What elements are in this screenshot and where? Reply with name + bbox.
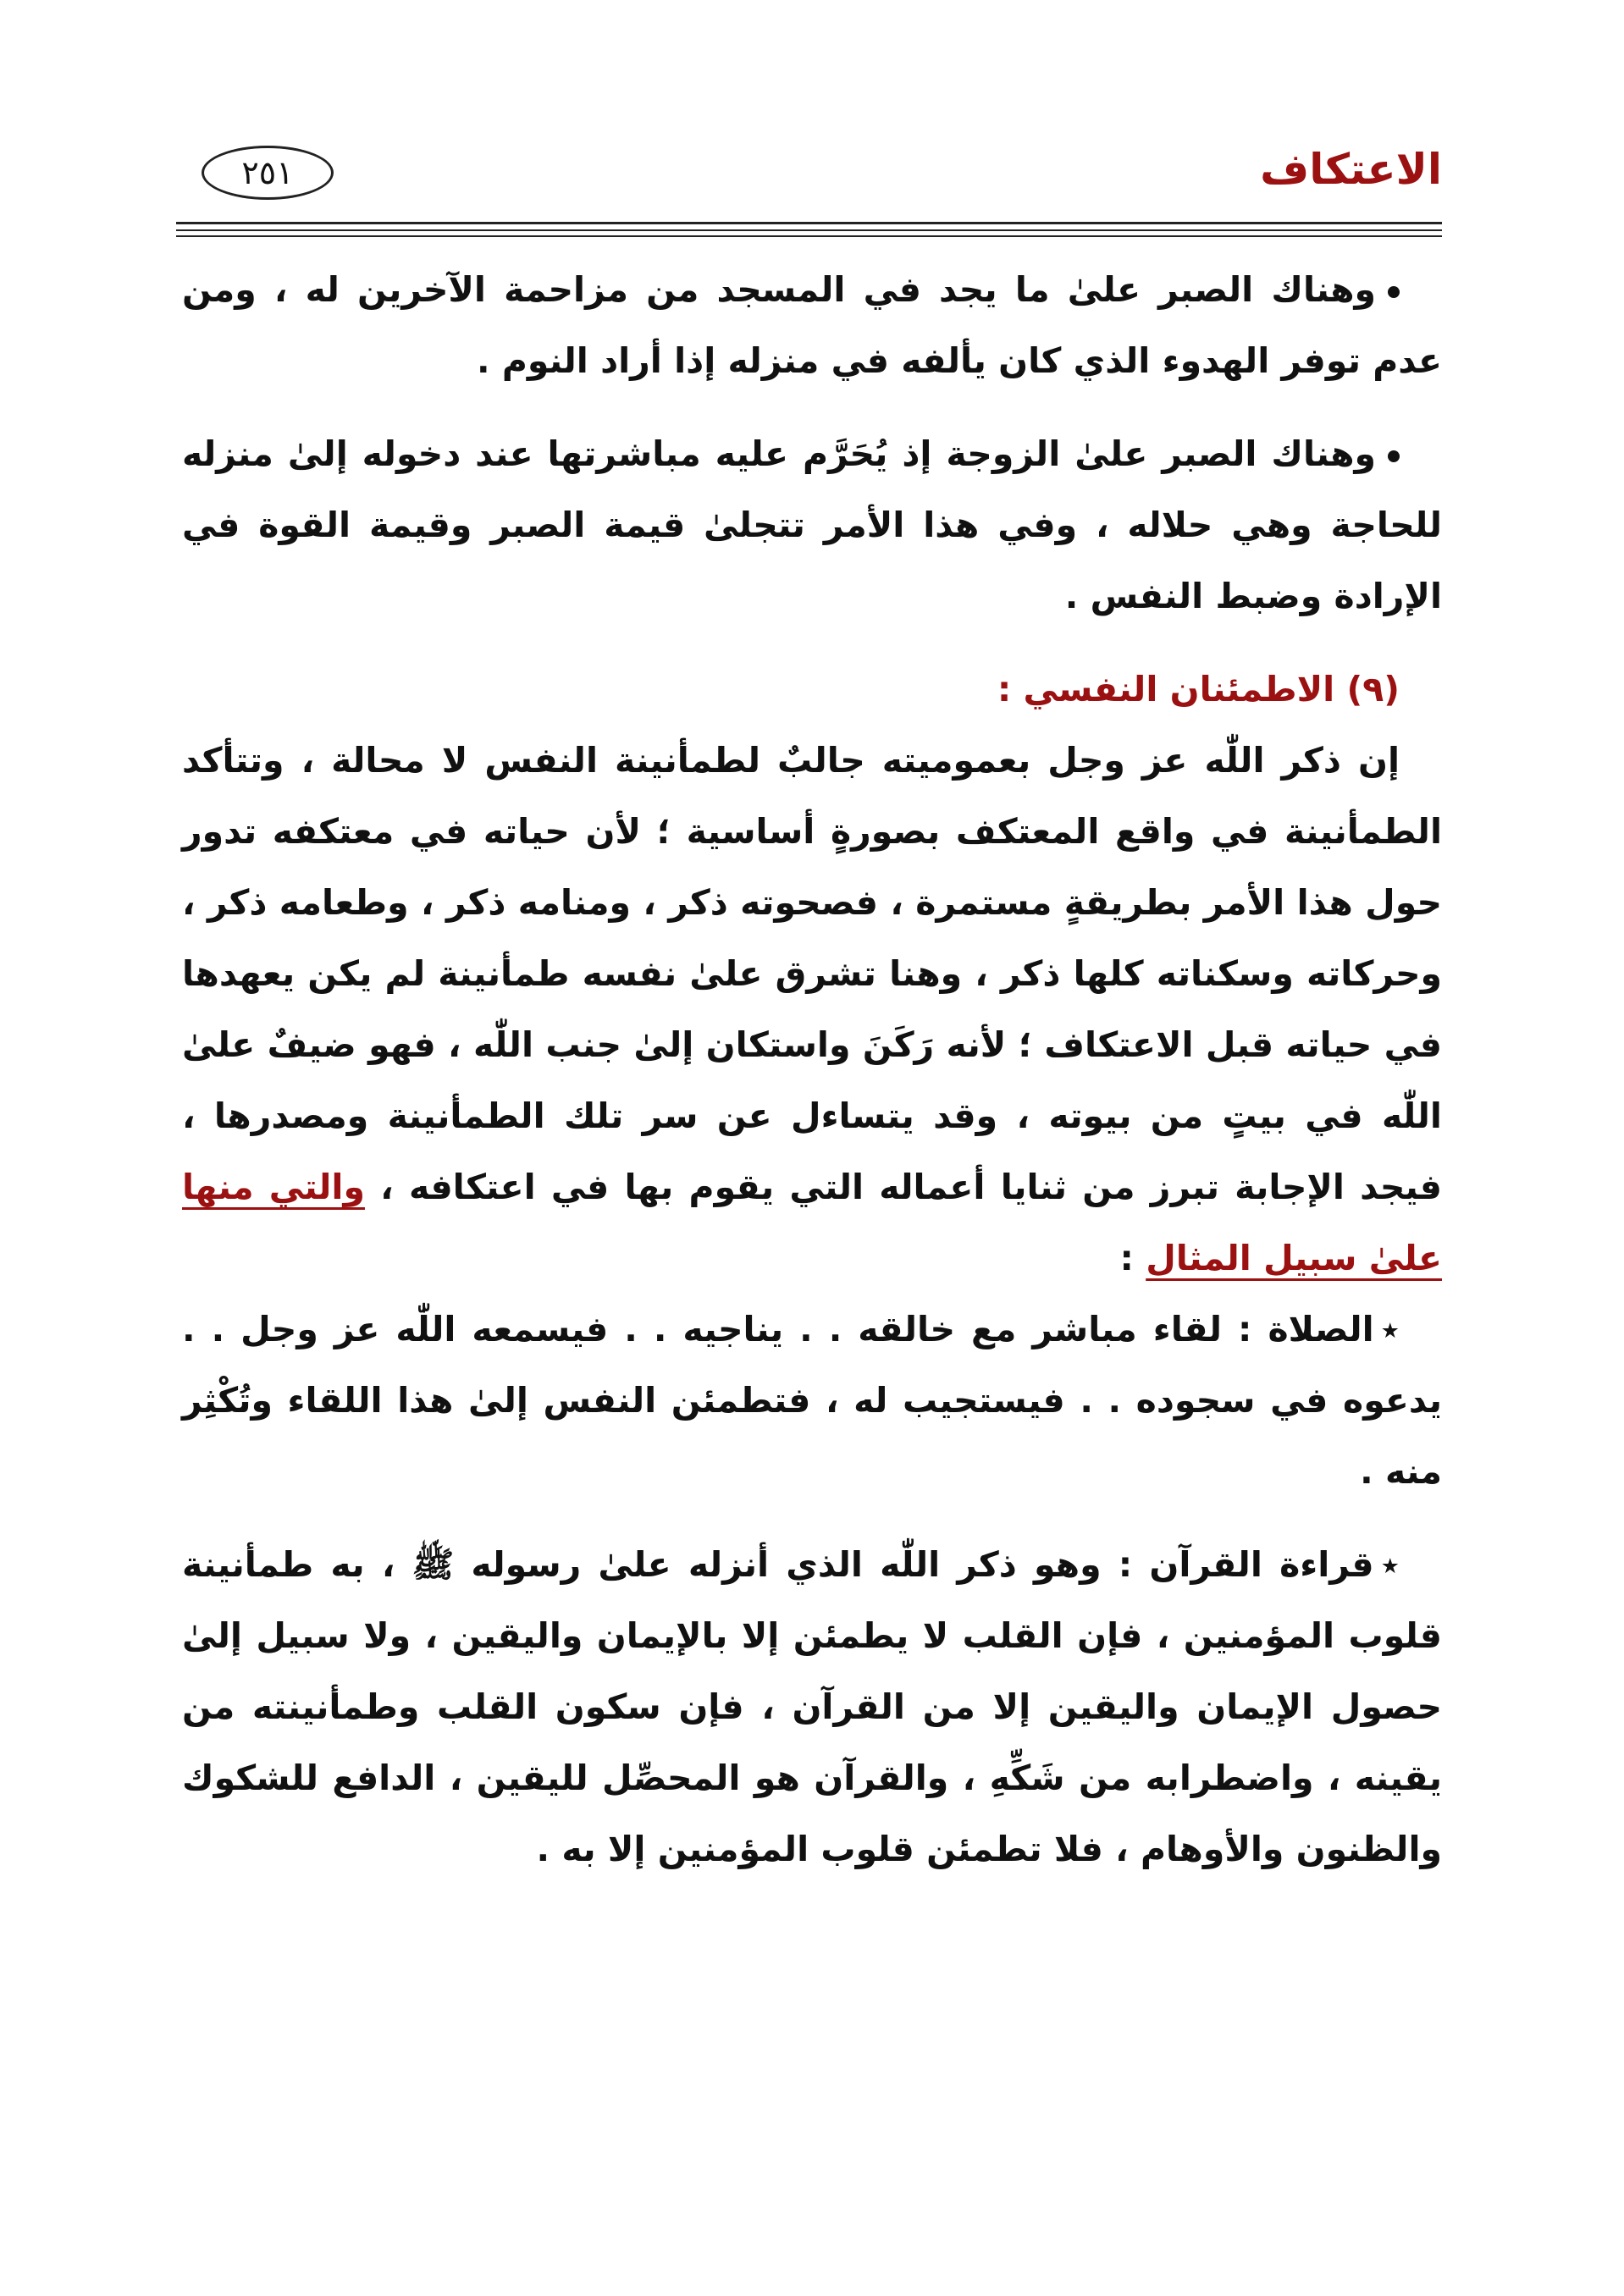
paragraph-prayer <box>182 1294 1442 1507</box>
paragraph-text: : وهو ذكر اللّٰه الذي أنزله علىٰ رسوله ﷺ ، به طمأنينة قلوب المؤمنين ، فإن القلب لا يطمئن إلا بالإيمان واليقين ، ولا سبيل إلىٰ حصول الإيمان واليقين إلا من القرآن ، فإن سكون القلب وطمأنينته من يقينه ، واضطرابه من شَكِّهِ ، والقرآن هو المحصِّل لليقين ، الدافع للشكوك والظنون والأوهام ، فلا تطمئن قلوب المؤمنين إلا به . <box>182 1544 1442 1869</box>
paragraph-tranquility <box>182 725 1442 1294</box>
paragraph-text: : لقاء مباشر مع خالقه . . يناجيه . . فيسمعه اللّٰه عز وجل . . يدعوه في سجوده . . فيستجيب له ، فتطمئن النفس إلىٰ هذا اللقاء وتُكْثِر منه . <box>182 1309 1442 1492</box>
page-number: ٢٥١ <box>202 146 334 200</box>
paragraph-text: وهناك الصبر علىٰ الزوجة إذ يُحَرَّم عليه مباشرتها عند دخوله إلىٰ منزله للحاجة وهي حلاله ، وفي هذا الأمر تتجلىٰ قيمة الصبر وقيمة القوة في الإرادة وضبط النفس . <box>182 433 1442 616</box>
bullet-paragraph-crowding <box>182 254 1442 396</box>
paragraph-text: وهناك الصبر علىٰ ما يجد في المسجد من مزاحمة الآخرين له ، ومن عدم توفر الهدوء الذي كان يألفه في منزله إذا أراد النوم . <box>182 269 1442 381</box>
paragraph-quran <box>182 1529 1442 1885</box>
term-quran-reading: قراءة القرآن <box>1149 1544 1374 1585</box>
star-icon: ٭ <box>1380 1544 1400 1585</box>
paragraph-colon: : <box>1119 1238 1146 1278</box>
paragraph-gap <box>182 396 1442 418</box>
paragraph-gap <box>182 632 1442 654</box>
star-icon: ٭ <box>1380 1309 1400 1349</box>
bullet-icon <box>1388 450 1400 462</box>
section-heading: (٩) الاطمئنان النفسي : <box>997 669 1400 709</box>
page-body <box>182 254 1442 1885</box>
term-prayer: الصلاة <box>1268 1309 1374 1349</box>
running-title: الاعتكاف <box>1260 145 1442 194</box>
bullet-icon <box>1388 286 1400 298</box>
highlighted-phrase: والتي منها علىٰ سبيل المثال <box>182 1167 1442 1278</box>
paragraph-text: إن ذكر اللّٰه عز وجل بعموميته جالبٌ لطمأنينة النفس لا محالة ، وتتأكد الطمأنينة في واقع المعتكف بصورةٍ أساسية ؛ لأن حياته في معتكفه تدور حول هذا الأمر بطريقةٍ مستمرة ، فصحوته ذكر ، ومنامه ذكر ، وطعامه ذكر ، وحركاته وسكناته كلها ذكر ، وهنا تشرق علىٰ نفسه طمأنينة لم يكن يعهدها في حياته قبل الاعتكاف ؛ لأنه رَكَنَ واستكان إلىٰ جنب اللّٰه ، فهو ضيفٌ علىٰ اللّٰه في بيتٍ من بيوته ، وقد يتساءل عن سر تلك الطمأنينة ومصدرها ، فيجد الإجابة تبرز من ثنايا أعماله التي يقوم بها في اعتكافه ، <box>182 740 1442 1207</box>
bullet-paragraph-spouse <box>182 418 1442 632</box>
header-rule-bottom <box>176 235 1442 237</box>
header-rule-top <box>176 222 1442 224</box>
page-header <box>176 127 1442 220</box>
header-rule-middle <box>176 229 1442 231</box>
paragraph-gap <box>182 1507 1442 1529</box>
